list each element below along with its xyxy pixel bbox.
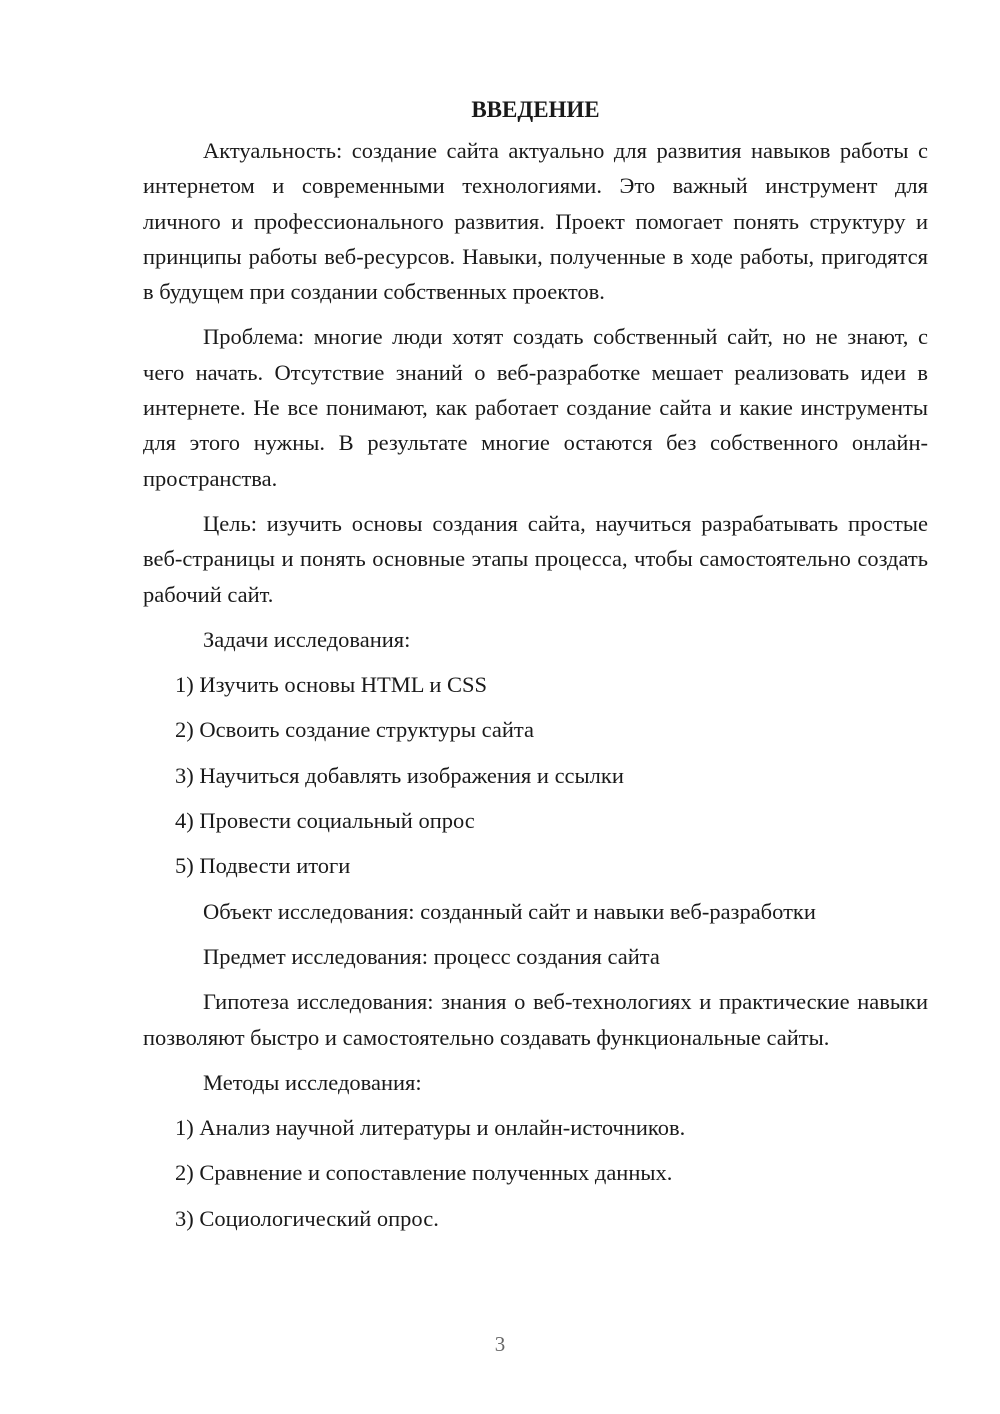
method-item: 2) Сравнение и сопоставление полученных данных. [175,1160,673,1186]
object-line: Объект исследования: созданный сайт и навыки веб-разработки [203,898,816,924]
relevance-paragraph: Актуальность: создание сайта актуально для развития навыков работы с интернетом и современными технологиями. Это важный инструмент для личного и профессионального развития. Проект помогает понять структуру и принципы работы веб-ресурсов. Навыки, полученные в ходе работы, пригодятся в будущем при создании собственных проектов. [143,138,928,305]
method-item: 1) Анализ научной литературы и онлайн-источников. [175,1115,686,1141]
tasks-heading: Задачи исследования: [203,626,411,652]
goal-paragraph: Цель: изучить основы создания сайта, научиться разрабатывать простые веб-страницы и понять основные этапы процесса, чтобы самостоятельно создать рабочий сайт. [143,510,928,607]
hypothesis-paragraph: Гипотеза исследования: знания о веб-технологиях и практические навыки позволяют быстро и самостоятельно создавать функциональные сайты. [143,989,928,1050]
task-item: 3) Научиться добавлять изображения и ссылки [175,762,624,788]
methods-heading: Методы исследования: [203,1069,422,1095]
task-item: 1) Изучить основы HTML и CSS [175,672,488,698]
subject-line: Предмет исследования: процесс создания сайта [203,943,660,969]
method-item: 3) Социологический опрос. [175,1205,439,1231]
page-number: 3 [494,1332,506,1356]
page-title: ВВЕДЕНИЕ [471,97,600,122]
task-item: 5) Подвести итоги [175,853,351,879]
document-page [143,95,928,1246]
task-item: 4) Провести социальный опрос [175,808,475,834]
task-item: 2) Освоить создание структуры сайта [175,717,535,743]
problem-paragraph: Проблема: многие люди хотят создать собственный сайт, но не знают, с чего начать. Отсутствие знаний о веб-разработке мешает реализовать идеи в интернете. Не все понимают, как работает создание сайта и какие инструменты для этого нужны. В результате многие остаются без собственного онлайн-пространства. [143,324,928,491]
